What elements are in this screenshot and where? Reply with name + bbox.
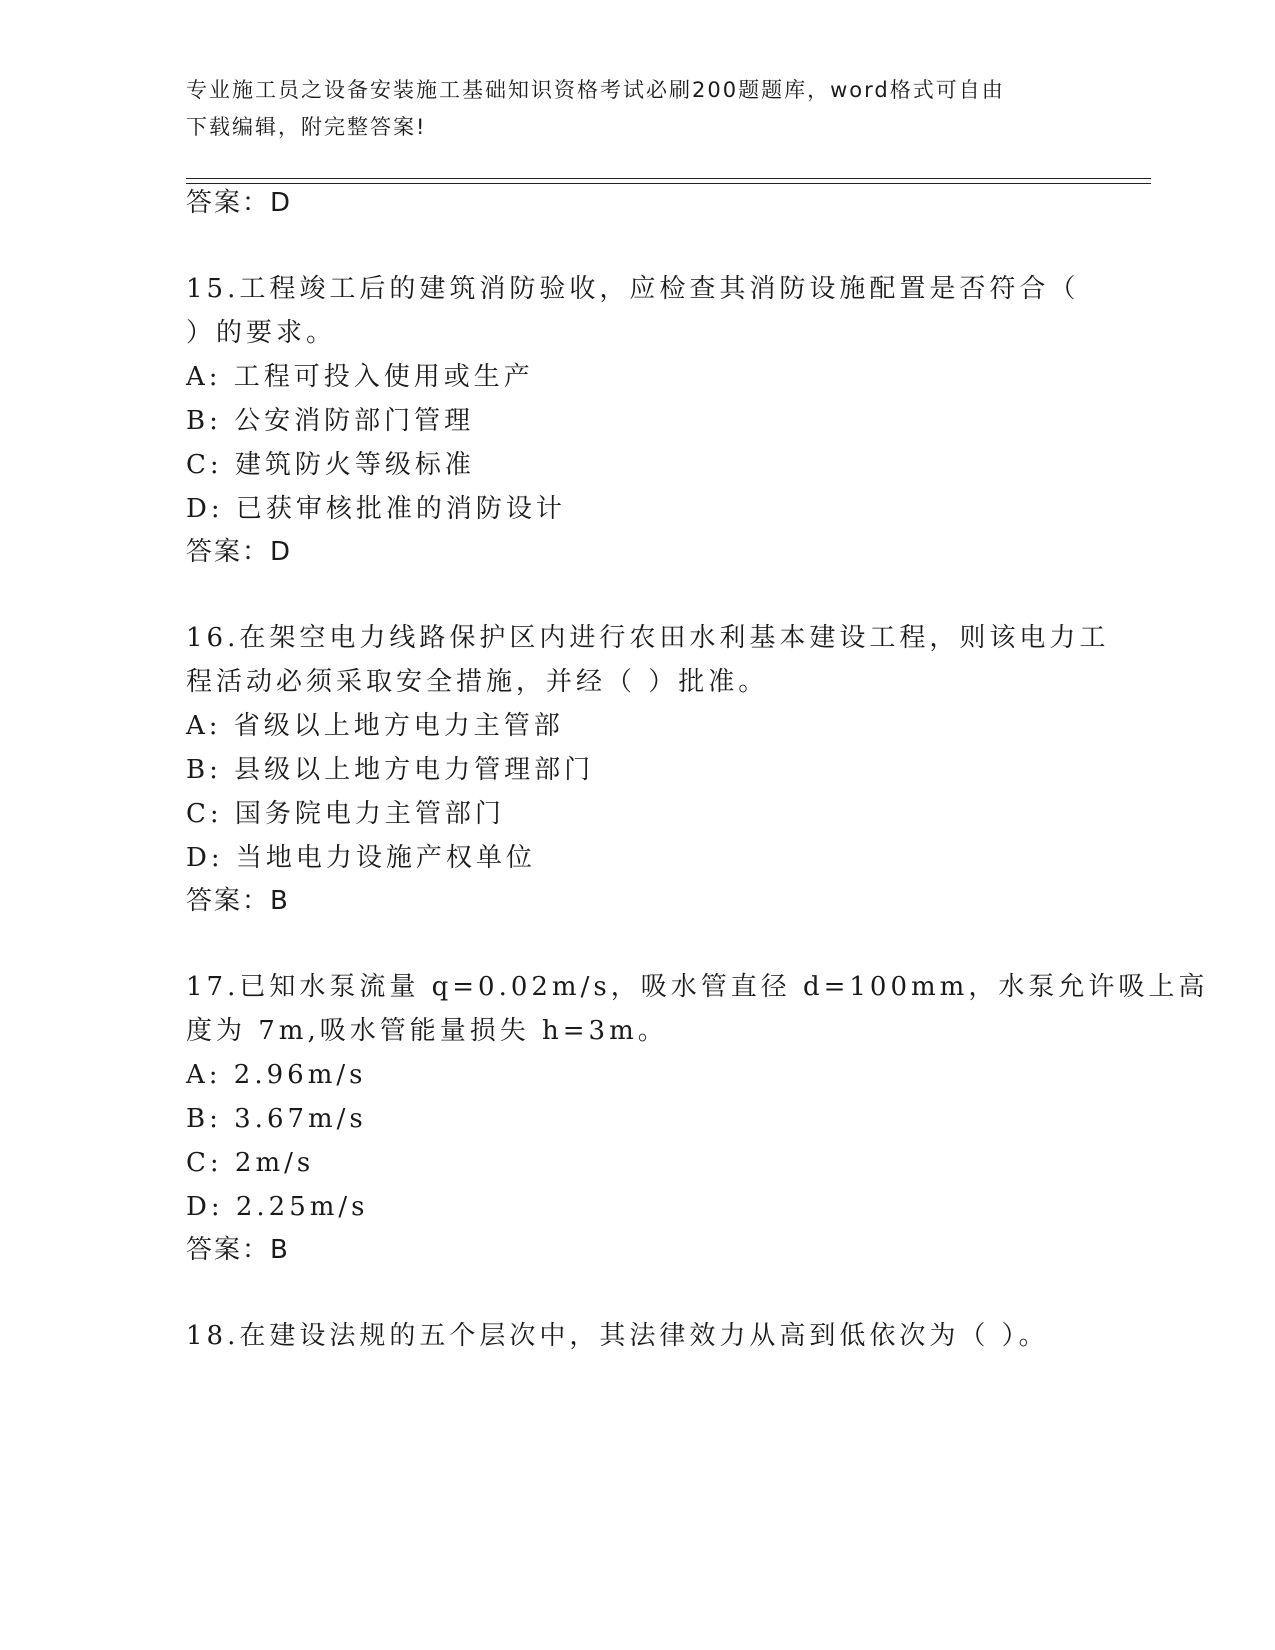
question-15-stem-line-1: 15.工程竣工后的建筑消防验收，应检查其消防设施配置是否符合（ <box>186 274 1080 304</box>
question-15-stem-line-2: ）的要求。 <box>186 318 337 348</box>
header-line-2: 下载编辑，附完整答案! <box>186 115 427 139</box>
document-header <box>186 72 1066 146</box>
question-16-option-b: B: 县级以上地方电力管理部门 <box>186 755 595 785</box>
question-17-option-a: A: 2.96m/s <box>186 1060 367 1090</box>
header-rule-bottom <box>186 183 1151 184</box>
question-15-option-a: A: 工程可投入使用或生产 <box>186 362 534 392</box>
header-line-1: 专业施工员之设备安装施工基础知识资格考试必刷200题题库，word格式可自由 <box>186 78 1005 102</box>
question-17-option-c: C: 2m/s <box>186 1148 315 1178</box>
question-17-answer: 答案：B <box>186 1235 290 1265</box>
answer-previous: 答案：D <box>186 188 293 218</box>
question-15-option-d: D: 已获审核批准的消防设计 <box>186 494 566 524</box>
question-15-answer: 答案：D <box>186 537 293 567</box>
question-15-option-b: B: 公安消防部门管理 <box>186 406 475 436</box>
question-17-stem-line-1: 17.已知水泵流量 q=0.02m/s，吸水管直径 d=100mm，水泵允许吸上高 <box>186 972 1209 1002</box>
question-17-stem-line-2: 度为 7m,吸水管能量损失 h=3m。 <box>186 1016 668 1046</box>
question-16-answer: 答案：B <box>186 886 290 916</box>
question-17-option-b: B: 3.67m/s <box>186 1104 367 1134</box>
question-17-option-d: D: 2.25m/s <box>186 1192 369 1222</box>
question-16-stem-line-2: 程活动必须采取安全措施，并经（ ）批准。 <box>186 667 769 697</box>
question-15-option-c: C: 建筑防火等级标准 <box>186 450 475 480</box>
question-16-option-d: D: 当地电力设施产权单位 <box>186 843 536 873</box>
header-rule-top <box>186 178 1151 179</box>
question-16-option-a: A: 省级以上地方电力主管部 <box>186 711 564 741</box>
question-16-stem-line-1: 16.在架空电力线路保护区内进行农田水利基本建设工程，则该电力工 <box>186 623 1110 653</box>
question-16-option-c: C: 国务院电力主管部门 <box>186 799 505 829</box>
question-18-stem-line-1: 18.在建设法规的五个层次中，其法律效力从高到低依次为（ ）。 <box>186 1321 1049 1351</box>
